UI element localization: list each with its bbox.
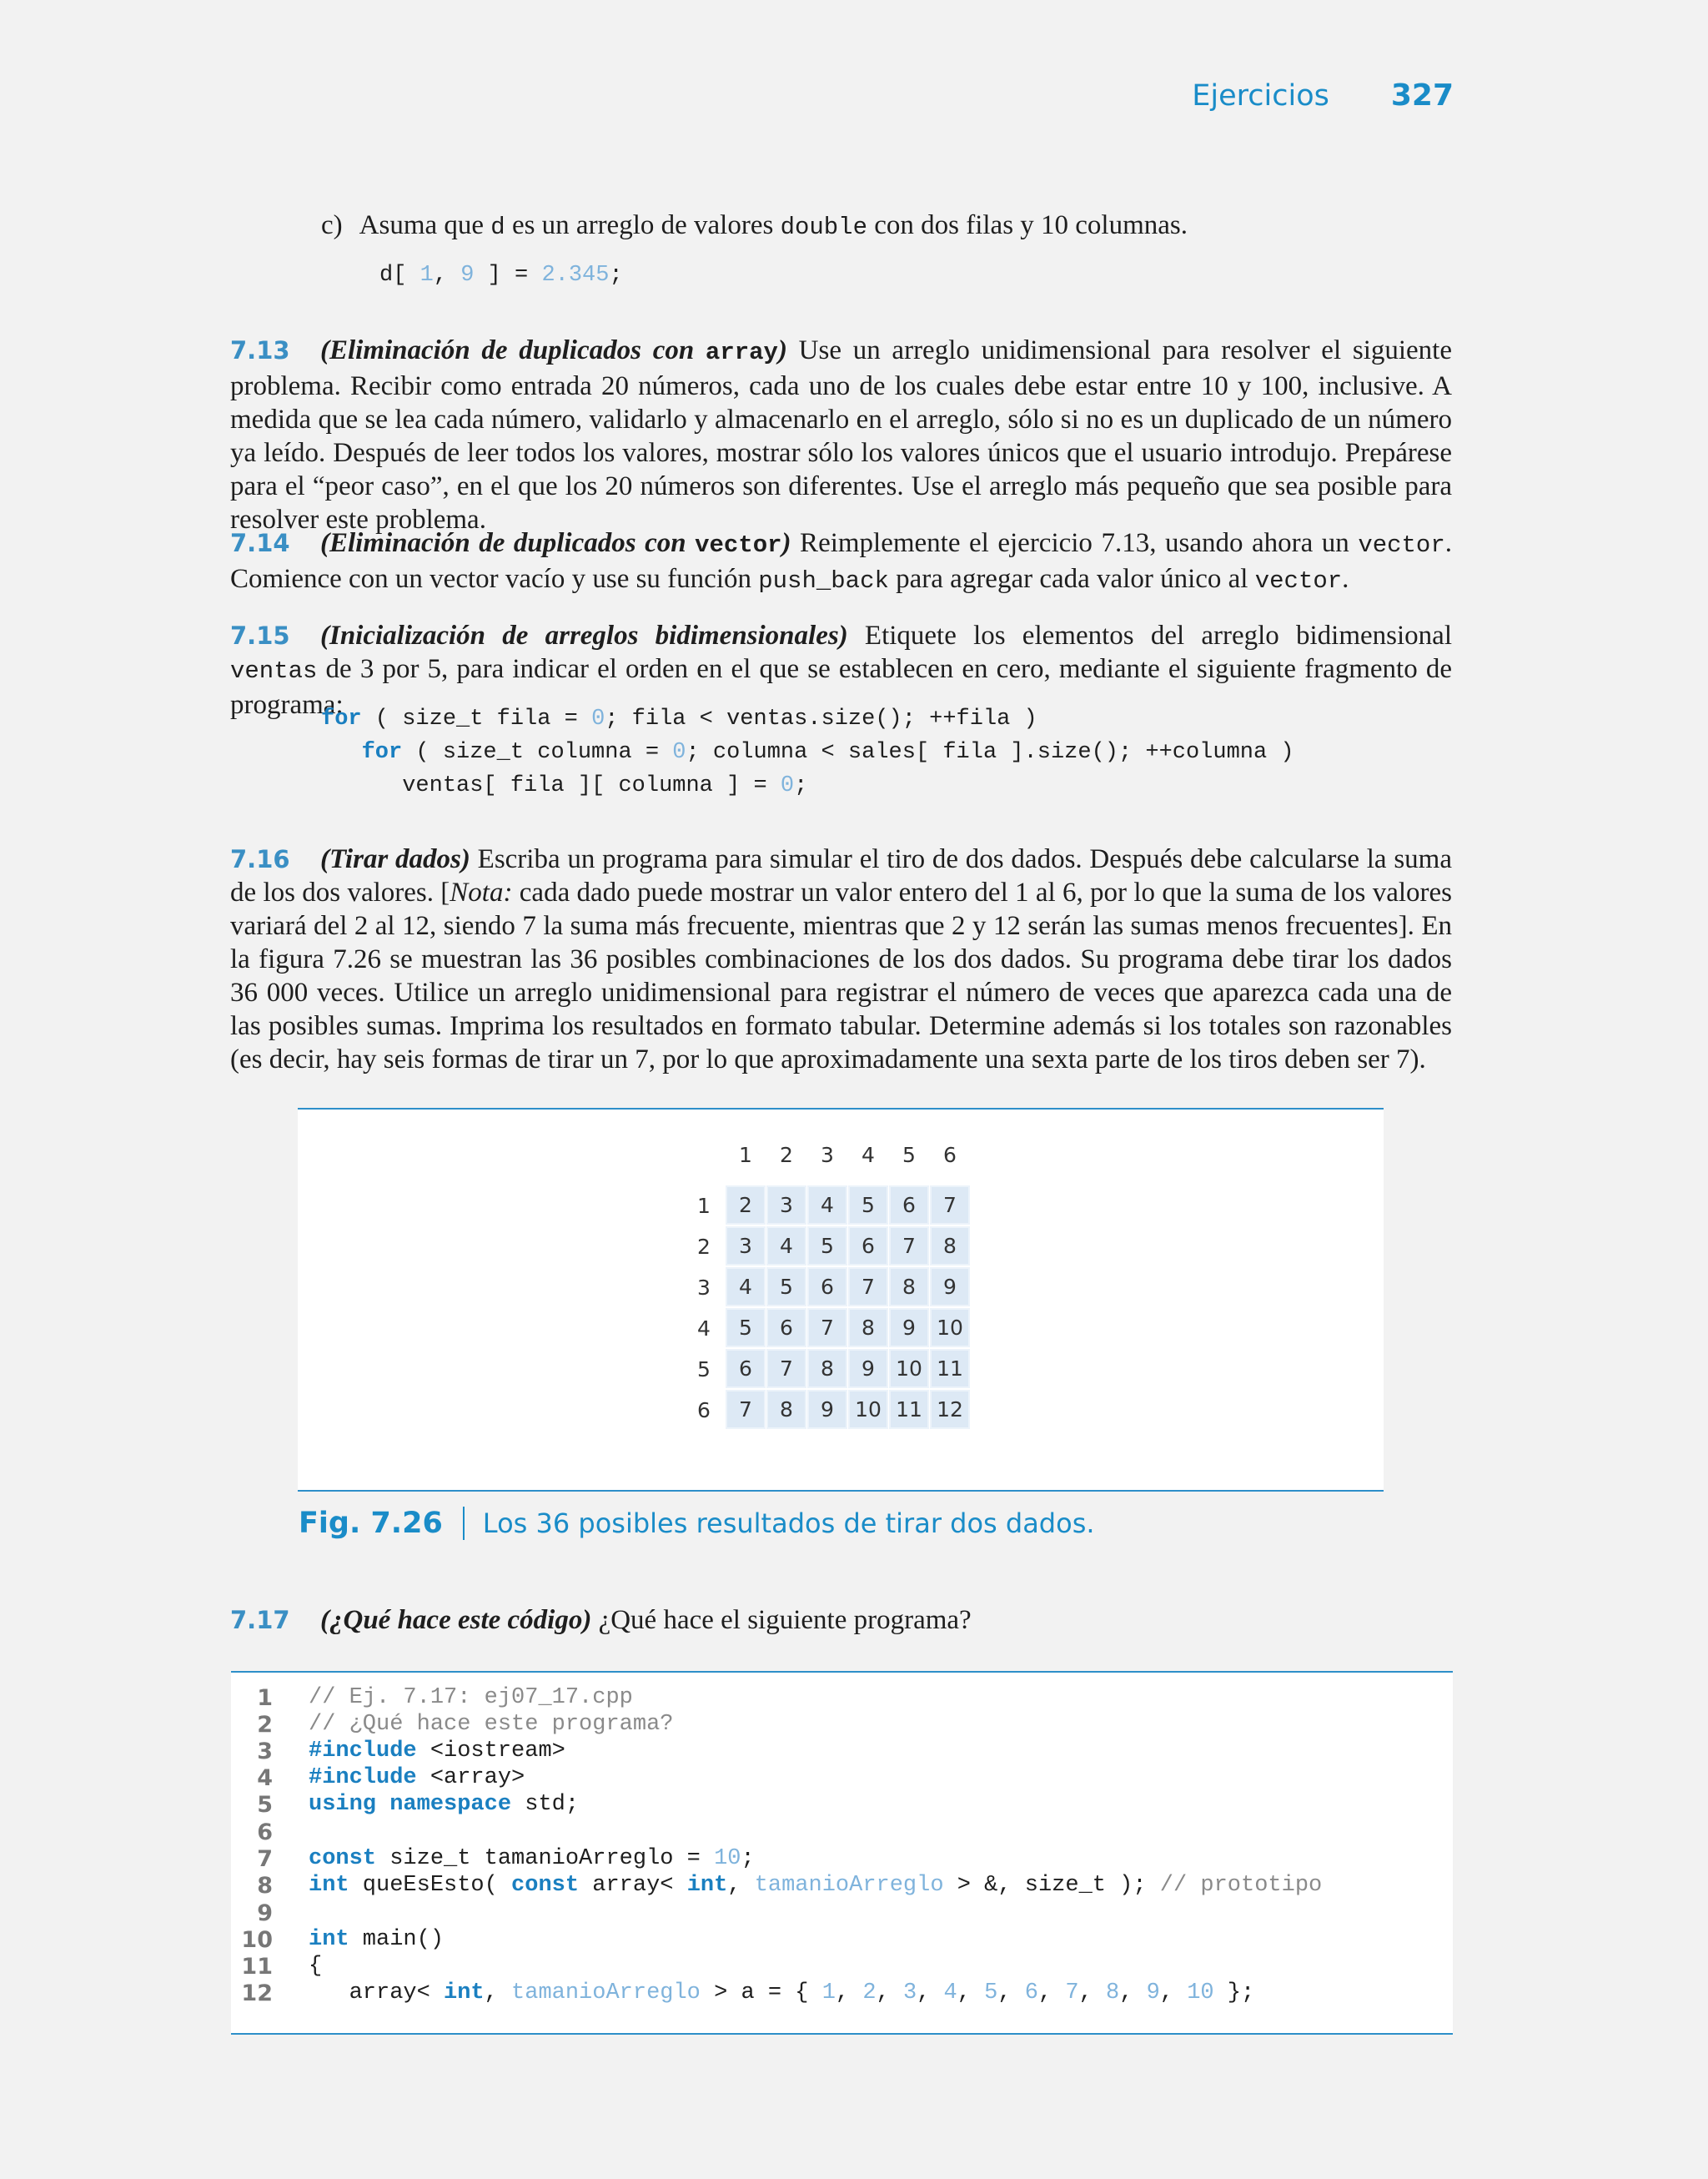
grid-cell: 6 [848, 1226, 888, 1266]
code-part: queEsEsto( [349, 1873, 512, 1898]
code-keyword: int [309, 1927, 349, 1952]
grid-cell: 6 [726, 1349, 766, 1388]
grid-cell: 7 [930, 1185, 970, 1225]
exercise-7-16 [230, 843, 1452, 1076]
array-values: 1, 2, 3, 4, 5, 6, 7, 8, 9, 10 [821, 1980, 1214, 2005]
code-part: main() [349, 1927, 445, 1952]
exercise-number: 7.16 [230, 845, 290, 873]
code-keyword: const [511, 1873, 580, 1898]
code-line-7 [309, 1846, 755, 1871]
code-part: ( size_t columna = [402, 740, 673, 765]
page-number: 327 [1390, 78, 1454, 113]
code-part: }; [1213, 1980, 1255, 2005]
grid-cell: 7 [766, 1349, 806, 1388]
grid-cell: 10 [889, 1349, 929, 1388]
line-number: 3 [257, 1739, 273, 1764]
grid-row-header: 5 [697, 1357, 711, 1381]
caption-divider [463, 1507, 465, 1540]
code-line-12 [309, 1980, 1254, 2005]
grid-cell: 9 [889, 1308, 929, 1347]
figure-caption [299, 1507, 1095, 1540]
grid-cell: 8 [807, 1349, 847, 1388]
exercise-number: 7.13 [230, 336, 290, 365]
grid-cell: 8 [848, 1308, 888, 1347]
code-part: d[ [379, 263, 420, 288]
exercise-title-code: array [705, 339, 778, 366]
grid-cell: 11 [930, 1349, 970, 1388]
line-number: 11 [241, 1954, 273, 1980]
inline-code: vector [1254, 567, 1343, 595]
grid-cell: 10 [848, 1390, 888, 1429]
grid-cell: 5 [848, 1185, 888, 1225]
code-comment: // prototipo [1159, 1873, 1323, 1898]
exercise-title-code: vector [695, 531, 782, 559]
line-number: 1 [257, 1685, 273, 1711]
line-number: 4 [257, 1765, 273, 1791]
item-c-code-line [379, 259, 623, 292]
grid-cell: 7 [848, 1267, 888, 1306]
code-literal: tamanioArreglo [754, 1873, 944, 1898]
code-part: , [484, 1980, 512, 2005]
code-part: , [727, 1873, 755, 1898]
code-keyword: int [309, 1873, 349, 1898]
code-literal: 6 [1024, 1980, 1038, 2005]
section-title: Ejercicios [1192, 79, 1329, 113]
code-part: { [309, 1954, 323, 1979]
code-literal: 0 [672, 740, 686, 765]
code-line-4 [309, 1765, 525, 1790]
code-literal: 4 [943, 1980, 957, 2005]
exercise-body: de 3 por 5, para indicar el orden en el que se establecen en cero, mediante el siguiente fragmento de programa: [230, 654, 1452, 720]
code-part: , [433, 263, 461, 288]
exercise-body: . [1342, 564, 1349, 594]
exercise-body: cada dado puede mostrar un valor entero del 1 al 6, por lo que la suma de los valores variará del 2 al 12, siendo 7 la suma más frecuente, mientras que 2 y 12 serán las sumas menos frecuentes]. En la figura 7.26 se muestran las 36 posibles combinaciones de los dos dados. Su programa debe tirar los dados 36 000 veces. Utilice un arreglo unidimensional para registrar el número de veces que aparezca cada una de las posibles sumas. Imprima los resultados en formato tabular. Determine además si los totales son razonables (es decir, hay seis formas de tirar un 7, por lo que aproximadamente una sexta parte de los tiros deben ser 7). [230, 878, 1452, 1074]
grid-cell: 5 [766, 1267, 806, 1306]
code-keyword: for [321, 707, 362, 732]
grid-cell: 5 [807, 1226, 847, 1266]
exercise-body: para agregar cada valor único al [888, 564, 1255, 594]
item-c-text-a: Asuma que [359, 210, 491, 240]
grid-row-header: 2 [697, 1235, 711, 1259]
exercise-7-17 [230, 1603, 1452, 1637]
item-c-label: c) [321, 210, 343, 240]
running-header [1192, 78, 1454, 113]
grid-cell: 3 [766, 1185, 806, 1225]
line-number: 6 [257, 1819, 273, 1845]
code-literal: 9 [1146, 1980, 1160, 2005]
code-part: std; [511, 1792, 580, 1817]
grid-cell: 6 [889, 1185, 929, 1225]
exercise-number: 7.14 [230, 529, 290, 557]
exercise-title: (Eliminación de duplicados con [320, 528, 696, 558]
grid-cell: 6 [807, 1267, 847, 1306]
code-literal: 2 [862, 1980, 877, 2005]
code-part: ; columna < sales[ fila ].size(); ++columna ) [686, 740, 1294, 765]
inline-code: ventas [230, 657, 318, 685]
line-number: 8 [257, 1873, 273, 1899]
code-line-3 [309, 1739, 565, 1764]
grid-row-header: 4 [697, 1316, 711, 1341]
code-keyword: using namespace [309, 1792, 512, 1817]
code-line-1 [309, 1685, 633, 1710]
exercise-number: 7.17 [230, 1606, 290, 1634]
line-number: 10 [241, 1927, 273, 1953]
exercise-body: Use un arreglo unidimensional para resolver el siguiente problema. Recibir como entrada 20 números, cada uno de los cuales debe estar entre 10 y 100, inclusive. A medida que se lea cada número, validarlo y almacenarlo en el arreglo, sólo si no es un duplicado de un número ya leído. Después de leer todos los valores, mostrar sólo los valores únicos que el usuario introdujo. Prepárese para el “peor caso”, en el que los 20 números son diferentes. Use el arreglo más pequeño que sea posible para resolver este problema. [230, 335, 1452, 535]
exercise-title: (Tirar dados) [320, 844, 470, 874]
exercise-number: 7.15 [230, 621, 290, 650]
exercise-title-end: ) [781, 528, 791, 558]
grid-cell: 8 [889, 1267, 929, 1306]
code-literal: 9 [460, 263, 475, 288]
exercise-body: Etiquete los elementos del arreglo bidimensional [847, 621, 1452, 651]
code-part: ; [609, 263, 623, 288]
code-comment: // ¿Qué hace este programa? [309, 1712, 674, 1737]
grid-column-header: 5 [902, 1143, 916, 1167]
grid-column-header: 2 [780, 1143, 793, 1167]
exercise-body: ¿Qué hace el siguiente programa? [591, 1605, 972, 1635]
grid-row-header: 3 [697, 1276, 711, 1300]
item-c-text-b: es un arreglo de valores [505, 210, 781, 240]
exercise-body: Escriba un programa para simular el tiro de dos dados. Después debe calcularse la suma de los dos valores. [ [230, 844, 1453, 908]
code-part: ventas[ fila ][ columna ] = [402, 773, 781, 798]
grid-cell: 4 [807, 1185, 847, 1225]
code-line-8 [309, 1873, 1322, 1898]
grid-row-header: 1 [697, 1194, 711, 1218]
code-line-10 [309, 1927, 444, 1952]
item-c-text [321, 209, 1405, 244]
exercise-title-end: ) [777, 335, 787, 365]
code-keyword: for [361, 740, 403, 765]
code-literal: 10 [1187, 1980, 1214, 2005]
code-literal: 7 [1065, 1980, 1079, 2005]
caption-text: Los 36 posibles resultados de tirar dos dados. [482, 1507, 1095, 1539]
ex15-code-block [321, 702, 1294, 803]
code-literal: tamanioArreglo [511, 1980, 701, 2005]
code-literal: 5 [984, 1980, 998, 2005]
grid-column-header: 6 [943, 1143, 957, 1167]
grid-cell: 9 [930, 1267, 970, 1306]
code-keyword: #include [309, 1765, 417, 1790]
code-part: <iostream> [416, 1739, 565, 1764]
code-literal: 0 [591, 707, 605, 732]
code-part: size_t tamanioArreglo = [376, 1846, 715, 1871]
nota-label: Nota: [450, 878, 513, 908]
grid-column-header: 4 [862, 1143, 875, 1167]
grid-cell: 2 [726, 1185, 766, 1225]
line-number: 5 [257, 1792, 273, 1818]
code-part: ; fila < ventas.size(); ++fila ) [605, 707, 1037, 732]
code-part: ; [741, 1846, 755, 1871]
code-part: ( size_t fila = [361, 707, 592, 732]
code-literal: 2.345 [541, 263, 610, 288]
grid-column-header: 3 [821, 1143, 834, 1167]
code-part: <array> [416, 1765, 525, 1790]
grid-row-header: 6 [697, 1398, 711, 1422]
code-part: array< [309, 1980, 445, 2005]
grid-cell: 9 [807, 1390, 847, 1429]
caption-label: Fig. 7.26 [299, 1507, 443, 1540]
grid-cell: 6 [766, 1308, 806, 1347]
exercise-title: (¿Qué hace este código) [320, 1605, 592, 1635]
line-number: 9 [257, 1900, 273, 1926]
inline-code: push_back [758, 567, 889, 595]
line-number: 2 [257, 1712, 273, 1738]
exercise-7-14 [230, 526, 1452, 598]
grid-cell: 7 [889, 1226, 929, 1266]
code-keyword: #include [309, 1739, 417, 1764]
item-c-text-c: con dos filas y 10 columnas. [867, 210, 1188, 240]
grid-cell: 10 [930, 1308, 970, 1347]
grid-cell: 3 [726, 1226, 766, 1266]
line-number: 12 [241, 1980, 273, 2006]
exercise-body: Reimplemente el ejercicio 7.13, usando ahora un [791, 528, 1359, 558]
exercise-title: (Eliminación de duplicados con [320, 335, 706, 365]
code-literal: 3 [902, 1980, 917, 2005]
code-literal: 0 [780, 773, 795, 798]
grid-column-header: 1 [739, 1143, 752, 1167]
item-c-code2: double [780, 214, 867, 241]
grid-cell: 12 [930, 1390, 970, 1429]
code-part: ] = [474, 263, 542, 288]
code-line-2 [309, 1712, 673, 1737]
code-line-11 [309, 1954, 322, 1979]
line-number: 7 [257, 1846, 273, 1872]
item-c-code1: d [490, 214, 505, 241]
exercise-body: . Comience con un vector vacío y use su función [230, 528, 1452, 594]
code-part: array< [579, 1873, 687, 1898]
grid-cell: 8 [766, 1390, 806, 1429]
code-keyword: int [686, 1873, 728, 1898]
code-part: > &, size_t ); [943, 1873, 1160, 1898]
code-part: ; [794, 773, 808, 798]
exercise-7-13 [230, 334, 1452, 536]
code-comment: // Ej. 7.17: ej07_17.cpp [309, 1685, 633, 1710]
grid-cell: 4 [726, 1267, 766, 1306]
grid-cell: 7 [726, 1390, 766, 1429]
grid-cell: 4 [766, 1226, 806, 1266]
code-literal: 10 [714, 1846, 741, 1871]
code-line-5 [309, 1792, 579, 1817]
code-literal: 8 [1105, 1980, 1120, 2005]
inline-code: vector [1358, 531, 1445, 559]
code-keyword: const [309, 1846, 377, 1871]
code-literal: 1 [419, 263, 434, 288]
code-literal: 1 [821, 1980, 836, 2005]
grid-cell: 7 [807, 1308, 847, 1347]
code-part: > a = { [700, 1980, 822, 2005]
grid-cell: 9 [848, 1349, 888, 1388]
grid-cell: 8 [930, 1226, 970, 1266]
grid-cell: 11 [889, 1390, 929, 1429]
grid-cell: 5 [726, 1308, 766, 1347]
code-keyword: int [444, 1980, 485, 2005]
exercise-title: (Inicialización de arreglos bidimensionales) [320, 621, 848, 651]
